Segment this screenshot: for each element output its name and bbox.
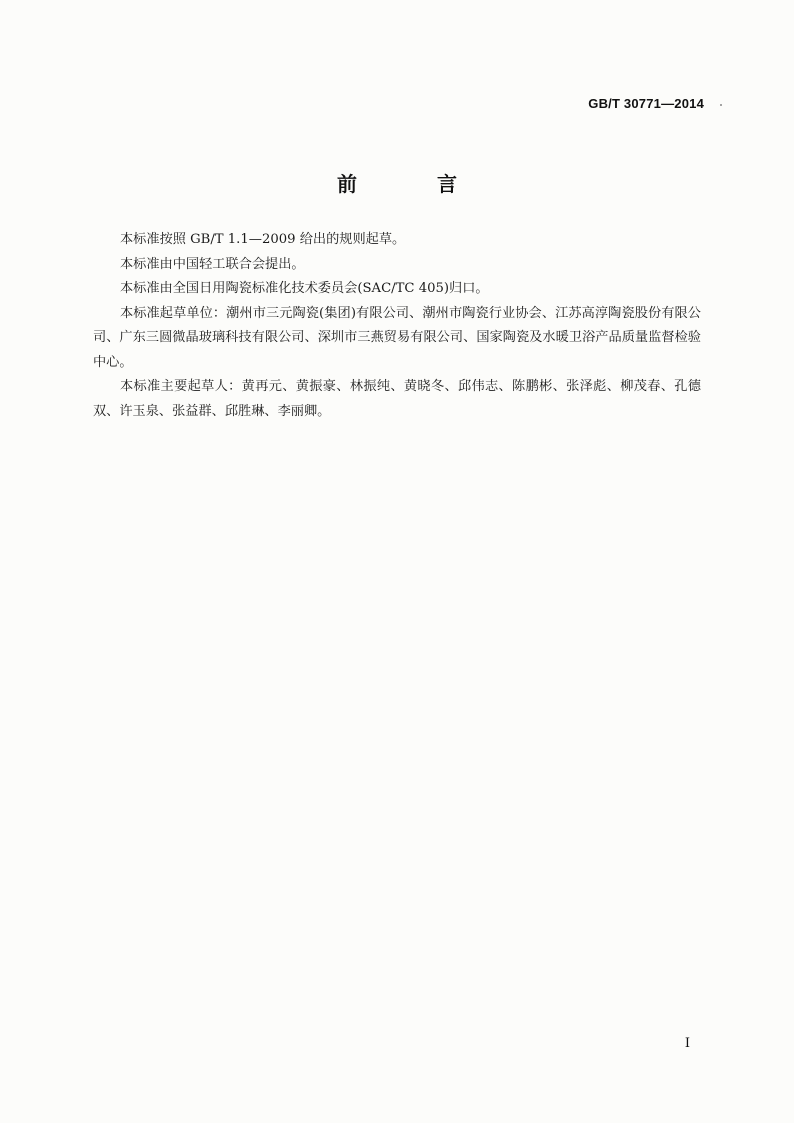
standard-code: GB/T 30771—2014 — [588, 96, 704, 111]
page-title: 前 言 — [337, 172, 487, 196]
paragraph-proposed-by: 本标准由中国轻工联合会提出。 — [120, 256, 305, 272]
paragraph-technical-committee: 本标准由全国日用陶瓷标准化技术委员会(SAC/TC 405)归口。 — [120, 281, 489, 296]
foreword-body — [93, 228, 701, 424]
paragraph-main-drafters: 本标准主要起草人：黄再元、黄振豪、林振纯、黄晓冬、邱伟志、陈鹏彬、张泽彪、柳茂春、孔德双、许玉泉、张益群、邱胜琳、李丽卿。 — [93, 379, 701, 419]
paragraph-drafting-units: 本标准起草单位：潮州市三元陶瓷(集团)有限公司、潮州市陶瓷行业协会、江苏高淳陶瓷股份有限公司、广东三圆微晶玻璃科技有限公司、深圳市三燕贸易有限公司、国家陶瓷及水暖卫浴产品质量监督检验中心。 — [93, 305, 701, 370]
paragraph-drafting-rules: 本标准按照 GB/T 1.1—2009 给出的规则起草。 — [120, 232, 406, 247]
page-number: I — [684, 1036, 690, 1051]
scan-dot — [720, 104, 722, 106]
